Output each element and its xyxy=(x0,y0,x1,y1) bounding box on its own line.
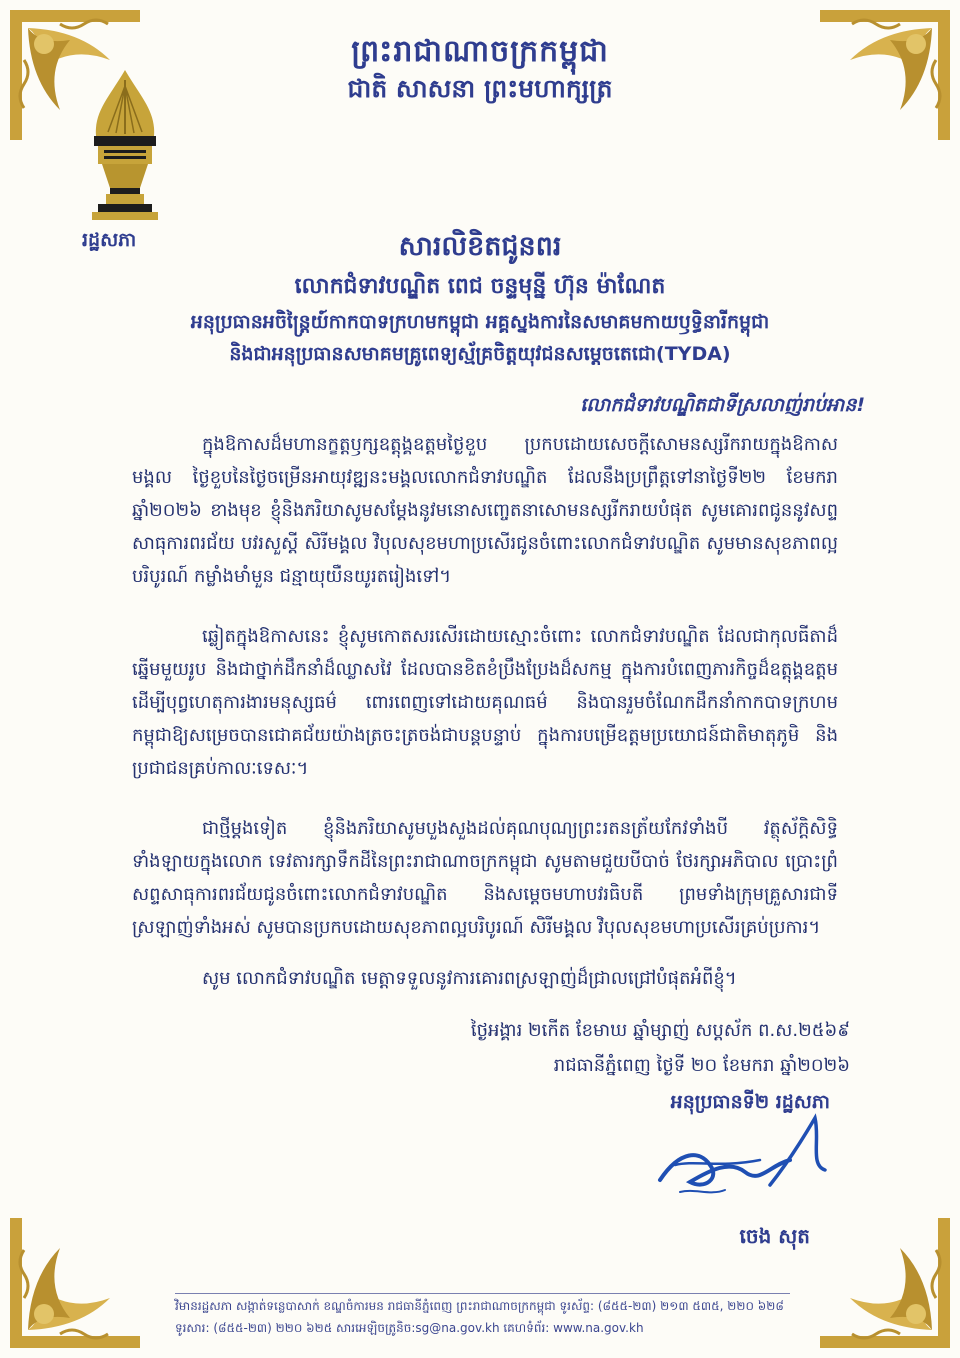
footer-divider xyxy=(175,1293,790,1294)
corner-ornament-bottom-left xyxy=(0,1208,150,1358)
footer-contact: ទូរសារ: (៨៥៥-២៣) ២២០ ៦២៥ សារអេឡិចត្រូនិច:sg@na.gov.kh គេហទំព័រ: www.na.gov.kh xyxy=(175,1321,644,1335)
signer-title: អនុប្រធានទី២ រដ្ឋសភា xyxy=(670,1091,830,1113)
signer-name: ចេង សុត xyxy=(739,1224,810,1248)
footer-address: វិមានរដ្ឋសភា សង្កាត់ទន្លេបាសាក់ ខណ្ឌចំការមន រាជធានីភ្នំពេញ ព្រះរាជាណាចក្រកម្ពុជា ទូរស័ព្ទ: (៨៥៥-២៣) ២១៣ ៥៣៥, ២២០ ៦២៨ xyxy=(175,1299,784,1313)
paragraph-2: ឆ្លៀតក្នុងឱកាសនេះ ខ្ញុំសូមកោតសរសើរដោយស្មោះចំពោះ លោកជំទាវបណ្ឌិត ដែលជាកុលធីតាដ៏ឆ្នើមមួយរូប និងជាថ្នាក់ដឹកនាំដ៏ឈ្លាសវៃ ដែលបានខិតខំប្រឹងប្រែងដ៏សកម្ម ក្នុងការបំពេញភារកិច្ចដ៏ឧត្តុង្គឧត្តម ដើម្បីបុព្វហេតុការងារមនុស្សធម៌ ពោរពេញទៅដោយគុណធម៌ និងបានរួមចំណែកដឹកនាំកាកបាទក្រហមកម្ពុជាឱ្យសម្រេចបានជោគជ័យយ៉ាងត្រចះត្រចង់ជាបន្តបន្ទាប់ ក្នុងការបម្រើឧត្តមប្រយោជន៍ជាតិមាតុភូមិ និងប្រជាជនគ្រប់កាលៈទេសៈ។ xyxy=(132,626,838,779)
recipient-position-2: និងជាអនុប្រធានសមាគមគ្រូពេទ្យស្ម័គ្រចិត្តយុវជនសម្តេចតេជោ(TYDA) xyxy=(229,343,731,365)
paragraph-3: ជាថ្មីម្តងទៀត ខ្ញុំនិងភរិយាសូមបួងសួងដល់គុណបុណ្យព្រះរតនត្រ័យកែវទាំងបី វត្ថុស័ក្តិសិទ្ធិទាំងឡាយក្នុងលោក ទេវតារក្សាទឹកដីនៃព្រះរាជាណាចក្រកម្ពុជា សូមតាមជួយបីបាច់ ថែរក្សាអភិបាល ប្រោះព្រំសព្ទសាធុការពរជ័យជូនចំពោះលោកជំទាវបណ្ឌិត និងសម្តេចមហាបវរធិបតី ព្រមទាំងក្រុមគ្រួសារជាទីស្រឡាញ់ទាំងអស់ សូមបានប្រកបដោយសុខភាពល្អបរិបូរណ៍ សិរីមង្គល វិបុលសុខមហាប្រសើរគ្រប់ប្រការ។ xyxy=(132,818,838,938)
recipient-name: លោកជំទាវបណ្ឌិត ពេជ ចន្ទមុន្នី ហ៊ុន ម៉ាណែត xyxy=(294,274,666,299)
emblem-label: រដ្ឋសភា xyxy=(82,229,137,251)
kingdom-title: ព្រះរាជាណាចក្រកម្ពុជា xyxy=(351,34,609,69)
national-motto: ជាតិ សាសនា ព្រះមហាក្សត្រ xyxy=(347,74,613,103)
salutation: លោកជំទាវបណ្ឌិតជាទីស្រលាញ់រាប់អាន! xyxy=(580,394,865,416)
place-date: រាជធានីភ្នំពេញ ថ្ងៃទី ២០ ខែមករា ឆ្នាំ២០២៦ xyxy=(553,1055,850,1076)
handwritten-signature xyxy=(650,1110,835,1205)
lunar-date: ថ្ងៃអង្គារ ២កើត ខែមាឃ ឆ្នាំម្សាញ់ សប្តស័ក ព.ស.២៥៦៩ xyxy=(470,1020,850,1041)
recipient-position-1: អនុប្រធានអចិន្ត្រៃយ៍កាកបាទក្រហមកម្ពុជា អគ្គស្នងការនៃសមាគមកាយឫទ្ធិនារីកម្ពុជា xyxy=(190,311,770,333)
corner-ornament-bottom-right xyxy=(810,1208,960,1358)
paragraph-1: ក្នុងឱកាសដ៏មហានក្ខត្តឫក្សឧត្តុង្គឧត្តមថ្ងៃខួប ប្រកបដោយសេចក្តីសោមនស្សរីករាយក្នុងឱកាសមង្គល ថ្ងៃខួបនៃថ្ងៃចម្រើនអាយុវឌ្ឍនះមង្គលលោកជំទាវបណ្ឌិត ដែលនឹងប្រព្រឹត្តទៅនាថ្ងៃទី២២ ខែមករា ឆ្នាំ២០២៦ ខាងមុខ ខ្ញុំនិងភរិយាសូមសម្តែងនូវមនោសញ្ចេតនាសោមនស្សរីករាយបំផុត សូមគោរពជូននូវសព្ទសាធុការពរជ័យ បវរសួស្តី សិរីមង្គល វិបុលសុខមហាប្រសើរជូនចំពោះលោកជំទាវបណ្ឌិត សូមមានសុខភាពល្អ បរិបូរណ៍ កម្លាំងមាំមួន ជន្មាយុយឺនយូរតរៀងទៅ។ xyxy=(132,434,838,587)
paragraph-4: សូម លោកជំទាវបណ្ឌិត មេត្តាទទួលនូវការគោរពស្រឡាញ់ដ៏ជ្រាលជ្រៅបំផុតអំពីខ្ញុំ។ xyxy=(202,968,737,989)
letter-title: សារលិខិតជូនពរ xyxy=(398,231,562,262)
